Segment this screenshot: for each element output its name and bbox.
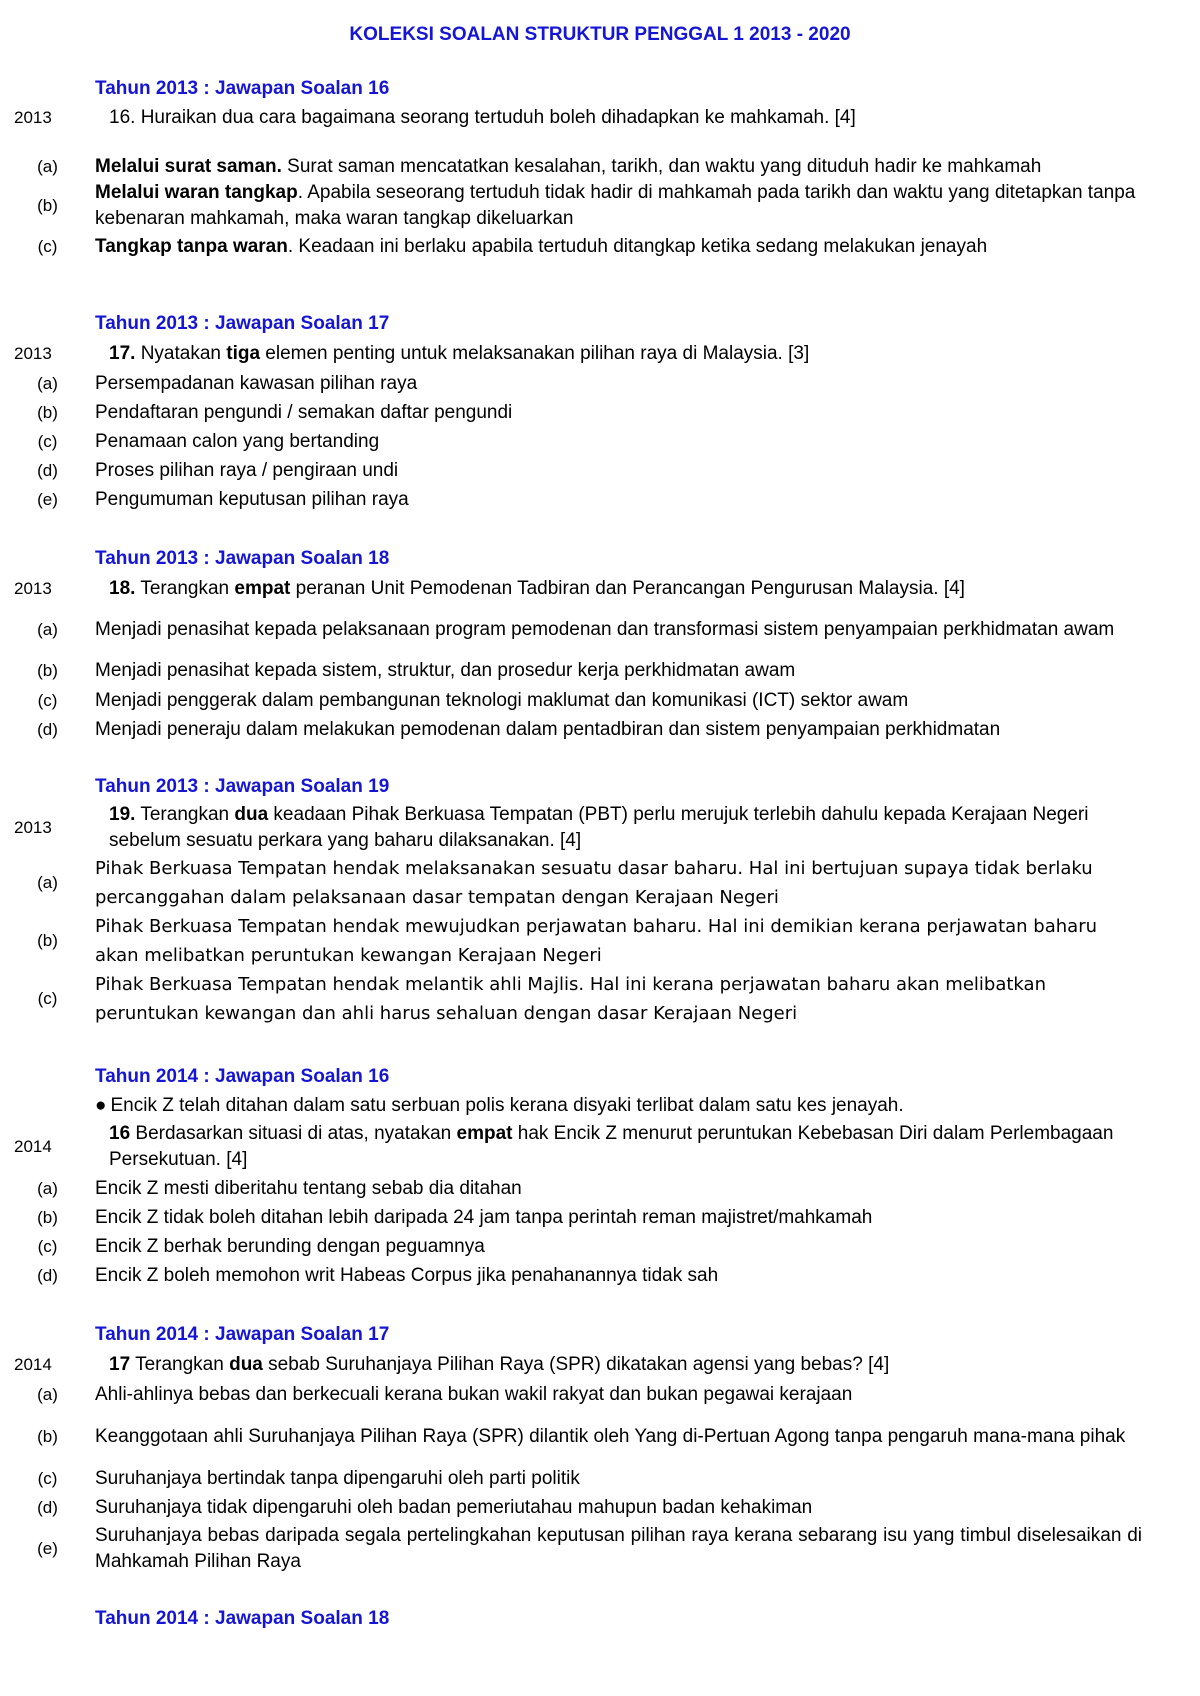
answer-label: (b) bbox=[37, 1207, 58, 1227]
question-number: 19. bbox=[109, 804, 136, 825]
question-row bbox=[0, 104, 1200, 132]
answer-item bbox=[0, 1261, 1200, 1290]
answer-text: Pendaftaran pengundi / semakan daftar pengundi bbox=[95, 401, 513, 423]
section-heading: Tahun 2014 : Jawapan Soalan 16 bbox=[95, 1066, 390, 1087]
answer-item bbox=[0, 369, 1200, 398]
question-row bbox=[0, 1120, 1200, 1174]
answer-item bbox=[0, 854, 1200, 912]
answer-item bbox=[0, 398, 1200, 427]
answer-item bbox=[0, 1174, 1200, 1203]
question-part: Nyatakan bbox=[135, 343, 227, 364]
answer-label: (c) bbox=[37, 1468, 58, 1488]
answer-label: (b) bbox=[37, 402, 58, 422]
answer-label: (b) bbox=[37, 196, 58, 215]
answer-label: (d) bbox=[37, 460, 58, 480]
section-heading: Tahun 2013 : Jawapan Soalan 18 bbox=[95, 548, 390, 569]
answer-label: (d) bbox=[37, 719, 58, 739]
question-text bbox=[109, 1121, 1156, 1173]
answer-item bbox=[0, 180, 1200, 232]
question-part: sebab Suruhanjaya Pilihan Raya (SPR) dikatakan agensi yang bebas? [4] bbox=[262, 1354, 890, 1375]
question-part: Berdasarkan situasi di atas, nyatakan bbox=[130, 1123, 457, 1144]
answer-label: (a) bbox=[37, 157, 58, 176]
question-row bbox=[0, 802, 1200, 854]
answer-text bbox=[95, 234, 1142, 260]
situation-row bbox=[0, 1092, 1200, 1120]
answer-text: Menjadi penasihat kepada pelaksanaan program pemodenan dan transformasi sistem penyampaian perkhidmatan awam bbox=[95, 619, 1115, 640]
question-row bbox=[0, 339, 1200, 369]
question-part: Terangkan bbox=[130, 1354, 230, 1375]
answer-text: Suruhanjaya tidak dipengaruhi oleh badan pemeriutahau mahupun badan kehakiman bbox=[95, 1496, 813, 1518]
answer-item bbox=[0, 604, 1200, 656]
answer-label: (a) bbox=[37, 620, 58, 639]
answer-bold-term: Melalui surat saman. bbox=[95, 156, 282, 177]
answer-bold-term: Melalui waran tangkap bbox=[95, 182, 298, 203]
answer-text: Penamaan calon yang bertanding bbox=[95, 430, 380, 452]
document-title: KOLEKSI SOALAN STRUKTUR PENGGAL 1 2013 - 2020 bbox=[349, 24, 851, 45]
answer-text: Proses pilihan raya / pengiraan undi bbox=[95, 459, 399, 481]
section-2013-q16 bbox=[0, 74, 1200, 262]
answer-item bbox=[0, 912, 1200, 970]
answer-label: (a) bbox=[37, 1178, 58, 1198]
answer-item bbox=[0, 154, 1200, 180]
section-heading: Tahun 2013 : Jawapan Soalan 19 bbox=[95, 776, 390, 797]
year-label: 2013 bbox=[14, 344, 52, 363]
question-number: 16 bbox=[109, 1123, 131, 1144]
answer-text: Pihak Berkuasa Tempatan hendak melantik ahli Majlis. Hal ini kerana perjawatan baharu akan melibatkan peruntukan kewangan dan ahli harus sehaluan dengan dasar Kerajaan Negeri bbox=[95, 974, 1046, 1024]
answer-label: (e) bbox=[37, 489, 58, 509]
answer-text: Suruhanjaya bertindak tanpa dipengaruhi oleh parti politik bbox=[95, 1467, 580, 1489]
answer-text: Encik Z berhak berunding dengan peguamnya bbox=[95, 1235, 485, 1257]
question-part: keadaan Pihak Berkuasa Tempatan (PBT) perlu merujuk terlebih dahulu kepada Kerajaan Negeri sebelum sesuatu perkara yang baharu dilaksanakan. [4] bbox=[109, 804, 1089, 851]
answer-text bbox=[95, 154, 1142, 180]
answer-bold-term: Tangkap tanpa waran bbox=[95, 236, 288, 257]
answer-label: (c) bbox=[37, 237, 58, 256]
answer-label: (b) bbox=[37, 931, 58, 950]
answer-item bbox=[0, 232, 1200, 262]
section-2013-q19 bbox=[0, 772, 1200, 1028]
section-heading: Tahun 2014 : Jawapan Soalan 17 bbox=[95, 1324, 390, 1345]
answer-label: (d) bbox=[37, 1497, 58, 1517]
section-heading: Tahun 2014 : Jawapan Soalan 18 bbox=[95, 1608, 390, 1629]
question-part: Terangkan bbox=[135, 578, 235, 599]
question-row bbox=[0, 574, 1200, 604]
question-part: peranan Unit Pemodenan Tadbiran dan Perancangan Pengurusan Malaysia. [4] bbox=[290, 578, 965, 599]
answer-text: Encik Z tidak boleh ditahan lebih daripada 24 jam tanpa perintah reman majistret/mahkamah bbox=[95, 1206, 873, 1228]
answer-text: Keanggotaan ahli Suruhanjaya Pilihan Raya (SPR) dilantik oleh Yang di-Pertuan Agong tanpa pengaruh mana-mana pihak bbox=[95, 1426, 1126, 1447]
answer-text: Encik Z boleh memohon writ Habeas Corpus jika penahanannya tidak sah bbox=[95, 1264, 719, 1286]
answer-label: (c) bbox=[37, 690, 58, 710]
answer-text: Persempadanan kawasan pilihan raya bbox=[95, 372, 418, 394]
question-row bbox=[0, 1350, 1200, 1380]
question-keyword: dua bbox=[229, 1354, 263, 1375]
question-part: Terangkan bbox=[135, 804, 235, 825]
year-label: 2014 bbox=[14, 1355, 52, 1374]
answer-label: (b) bbox=[37, 661, 58, 680]
answer-item bbox=[0, 1203, 1200, 1232]
question-keyword: tiga bbox=[226, 343, 261, 364]
answer-item bbox=[0, 715, 1200, 744]
answer-label: (c) bbox=[37, 431, 58, 451]
answer-item bbox=[0, 1380, 1200, 1410]
answer-item bbox=[0, 456, 1200, 485]
situation-text bbox=[95, 1093, 1142, 1119]
question-keyword: empat bbox=[456, 1123, 513, 1144]
year-label: 2014 bbox=[14, 1137, 52, 1156]
year-label: 2013 bbox=[14, 818, 52, 837]
question-number: 18. bbox=[109, 578, 136, 599]
answer-item bbox=[0, 1464, 1200, 1493]
answer-label: (e) bbox=[37, 1539, 58, 1558]
answer-label: (a) bbox=[37, 1385, 58, 1404]
answer-item bbox=[0, 970, 1200, 1028]
answer-label: (c) bbox=[37, 989, 58, 1008]
answer-item bbox=[0, 1232, 1200, 1261]
question-part: hak Encik Z menurut peruntukan Kebebasan Diri dalam Perlembagaan Persekutuan. [4] bbox=[109, 1123, 1114, 1170]
answer-detail: . Keadaan ini berlaku apabila tertuduh ditangkap ketika sedang melakukan jenayah bbox=[287, 236, 988, 257]
answer-label: (a) bbox=[37, 873, 58, 892]
section-heading: Tahun 2013 : Jawapan Soalan 17 bbox=[95, 313, 390, 334]
answer-item bbox=[0, 485, 1200, 514]
question-part: elemen penting untuk melaksanakan pilihan raya di Malaysia. [3] bbox=[260, 343, 810, 364]
answer-text: Menjadi penasihat kepada sistem, struktur, dan prosedur kerja perkhidmatan awam bbox=[95, 660, 796, 681]
situation-detail: Encik Z telah ditahan dalam satu serbuan polis kerana disyaki terlibat dalam satu kes jenayah. bbox=[110, 1095, 904, 1116]
answer-text: Ahli-ahlinya bebas dan berkecuali kerana bukan wakil rakyat dan bukan pegawai kerajaan bbox=[95, 1384, 853, 1405]
question-keyword: empat bbox=[234, 578, 291, 599]
section-2014-q18 bbox=[0, 1604, 1200, 1634]
answer-item bbox=[0, 1493, 1200, 1522]
year-label: 2013 bbox=[14, 579, 52, 598]
answer-text bbox=[95, 180, 1142, 232]
question-number: 17 bbox=[109, 1354, 131, 1375]
question-text: 16. Huraikan dua cara bagaimana seorang tertuduh boleh dihadapkan ke mahkamah. [4] bbox=[109, 107, 856, 128]
answer-detail: . Apabila seseorang tertuduh tidak hadir di mahkamah pada tarikh dan waktu yang ditetapkan tanpa kebenaran mahkamah, maka waran tangkap dikeluarkan bbox=[95, 182, 1136, 229]
question-text bbox=[109, 802, 1156, 854]
section-heading: Tahun 2013 : Jawapan Soalan 16 bbox=[95, 78, 390, 99]
answer-label: (c) bbox=[37, 1236, 58, 1256]
answer-item bbox=[0, 1522, 1200, 1576]
answer-text: Pengumuman keputusan pilihan raya bbox=[95, 488, 409, 510]
section-2014-q17 bbox=[0, 1320, 1200, 1576]
answer-label: (d) bbox=[37, 1265, 58, 1285]
section-2014-q16 bbox=[0, 1062, 1200, 1290]
bullet-icon: ● bbox=[95, 1095, 107, 1116]
answer-item bbox=[0, 686, 1200, 715]
question-text bbox=[109, 341, 1156, 367]
answer-text: Encik Z mesti diberitahu tentang sebab dia ditahan bbox=[95, 1177, 522, 1199]
answer-text: Pihak Berkuasa Tempatan hendak mewujudkan perjawatan baharu. Hal ini demikian kerana perjawatan baharu akan melibatkan peruntukan kewangan Kerajaan Negeri bbox=[95, 916, 1097, 966]
question-number: 17. bbox=[109, 343, 136, 364]
question-keyword: dua bbox=[234, 804, 269, 825]
answer-item bbox=[0, 1410, 1200, 1464]
section-2013-q18 bbox=[0, 544, 1200, 744]
question-text bbox=[109, 576, 1156, 602]
answer-item bbox=[0, 656, 1200, 686]
section-2013-q17 bbox=[0, 309, 1200, 514]
answer-text: Menjadi penggerak dalam pembangunan teknologi maklumat dan komunikasi (ICT) sektor awam bbox=[95, 689, 909, 711]
answer-text: Menjadi peneraju dalam melakukan pemodenan dalam pentadbiran dan sistem penyampaian perkhidmatan bbox=[95, 718, 1001, 740]
answer-label: (a) bbox=[37, 373, 58, 393]
answer-label: (b) bbox=[37, 1427, 58, 1446]
answer-text: Suruhanjaya bebas daripada segala pertelingkahan keputusan pilihan raya kerana sebarang isu yang timbul diselesaikan di Mahkamah Pilihan Raya bbox=[95, 1525, 1142, 1572]
year-label: 2013 bbox=[14, 108, 52, 127]
answer-text: Pihak Berkuasa Tempatan hendak melaksanakan sesuatu dasar baharu. Hal ini bertujuan supaya tidak berlaku percanggahan dalam pelaksanaan dasar tempatan dengan Kerajaan Negeri bbox=[95, 858, 1093, 908]
answer-detail: Surat saman mencatatkan kesalahan, tarikh, dan waktu yang dituduh hadir ke mahkamah bbox=[281, 156, 1042, 177]
answer-item bbox=[0, 427, 1200, 456]
question-text bbox=[109, 1352, 1156, 1378]
